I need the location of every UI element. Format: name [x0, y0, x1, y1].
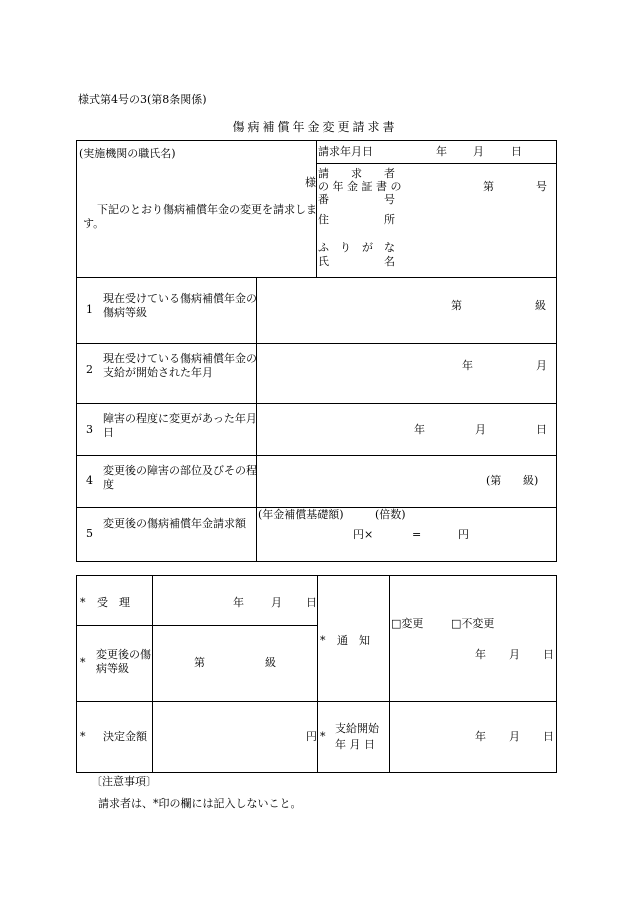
request-date-label: 請求年月日	[318, 145, 373, 158]
new-grade-label: 変更後の傷病等級	[96, 648, 151, 675]
multiplier-equals[interactable]: =	[412, 528, 422, 541]
item-value-day[interactable]: 日	[536, 423, 547, 436]
item-number: 2	[86, 363, 93, 376]
address-label: 住 所	[318, 213, 395, 226]
start-day[interactable]: 日	[543, 730, 554, 743]
request-date-month[interactable]: 月	[473, 145, 484, 158]
notes-body: 請求者は、*印の欄には記入しないこと。	[98, 797, 302, 810]
item-value-prefix[interactable]: (第	[486, 474, 502, 487]
notice-label: 通 知	[337, 634, 370, 647]
request-table	[76, 140, 557, 562]
cert-label-line2: の 年 金 証 書 の	[318, 180, 402, 193]
item-value-month[interactable]: 月	[536, 359, 547, 372]
item-number: 1	[86, 303, 93, 316]
item-label: 障害の程度に変更があった年月日	[103, 412, 257, 439]
base-amount-label: (年金補償基礎額)	[258, 508, 344, 521]
cert-label-line1: 請 求 者	[318, 167, 395, 180]
request-statement: 下記のとおり傷病補償年金の変更を請求します。	[83, 203, 317, 230]
star-mark: *	[320, 730, 326, 743]
received-month[interactable]: 月	[271, 596, 282, 609]
multiplier-label: (倍数)	[375, 508, 406, 521]
item-value-suffix[interactable]: 級)	[523, 474, 539, 487]
name-label: 氏 名	[318, 255, 395, 268]
star-mark: *	[80, 656, 86, 669]
item-value-year[interactable]: 年	[414, 423, 425, 436]
furigana-label: ふ り が な	[318, 241, 395, 254]
office-use-table	[76, 575, 557, 773]
change-checkbox[interactable]: □変更	[391, 617, 424, 630]
cert-number-prefix[interactable]: 第	[483, 180, 494, 193]
new-grade-suffix[interactable]: 級	[265, 656, 276, 669]
star-mark: *	[80, 730, 86, 743]
item-value-year[interactable]: 年	[462, 359, 473, 372]
start-month[interactable]: 月	[509, 730, 520, 743]
received-day[interactable]: 日	[306, 596, 317, 609]
requested-amount-yen[interactable]: 円	[458, 528, 469, 541]
received-year[interactable]: 年	[233, 596, 244, 609]
request-date-year[interactable]: 年	[436, 145, 447, 158]
item-label: 変更後の障害の部位及びその程度	[103, 464, 257, 491]
item-number: 3	[86, 423, 93, 436]
item-number: 5	[86, 527, 93, 540]
star-mark: *	[320, 634, 326, 647]
start-year[interactable]: 年	[475, 730, 486, 743]
star-mark: *	[80, 596, 86, 609]
institution-label: (実施機関の職氏名)	[79, 147, 176, 160]
form-number: 様式第4号の3(第8条関係)	[78, 93, 207, 106]
item-value-suffix[interactable]: 級	[535, 299, 546, 312]
new-grade-prefix[interactable]: 第	[194, 656, 205, 669]
notice-month[interactable]: 月	[509, 648, 520, 661]
cert-label-line3: 番 号	[318, 193, 395, 206]
start-date-label-line2: 年 月 日	[335, 738, 375, 751]
notice-year[interactable]: 年	[475, 648, 486, 661]
base-amount-yen-times[interactable]: 円×	[353, 528, 374, 541]
cert-number-suffix[interactable]: 号	[536, 180, 547, 193]
notice-day[interactable]: 日	[543, 648, 554, 661]
item-label: 現在受けている傷病補償年金の傷病等級	[103, 292, 257, 319]
request-date-day[interactable]: 日	[511, 145, 522, 158]
decided-amount-label: 決定金額	[103, 730, 147, 743]
item-label: 変更後の傷病補償年金請求額	[103, 517, 246, 530]
item-number: 4	[86, 474, 93, 487]
decided-amount-yen[interactable]: 円	[306, 730, 317, 743]
received-label: 受 理	[97, 596, 130, 609]
form-title: 傷病補償年金変更請求書	[232, 120, 398, 134]
item-value-prefix[interactable]: 第	[451, 299, 462, 312]
start-date-label-line1: 支給開始	[335, 722, 379, 735]
item-value-month[interactable]: 月	[475, 423, 486, 436]
item-label: 現在受けている傷病補償年金の支給が開始された年月	[103, 352, 257, 379]
nochange-checkbox[interactable]: □不変更	[451, 617, 495, 630]
notes-title: 〔注意事項〕	[91, 775, 157, 788]
honorific: 様	[305, 176, 316, 189]
